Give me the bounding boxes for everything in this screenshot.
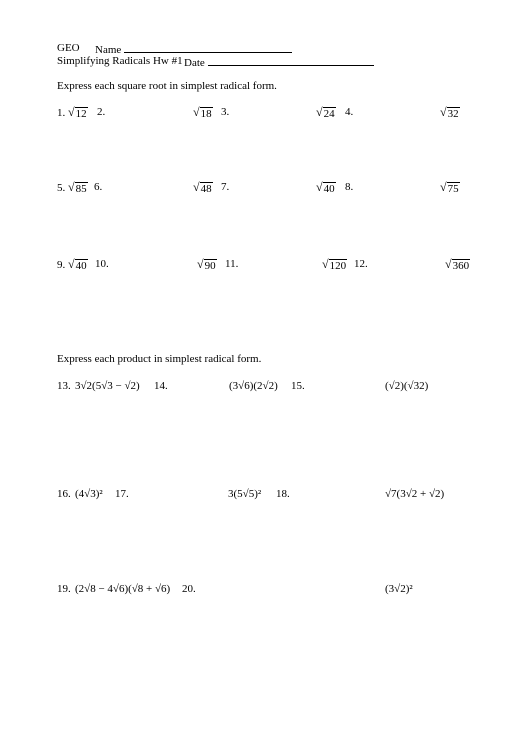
problem-17-number: 17. xyxy=(115,488,129,500)
radical-icon: √ xyxy=(193,180,200,194)
problem-19-number: 19. xyxy=(57,583,71,595)
radical-icon: √ xyxy=(68,257,75,271)
radical-icon: √ xyxy=(316,105,323,119)
problem-12-number: 12. xyxy=(354,258,368,270)
name-label: Name xyxy=(95,44,122,56)
section1-instructions: Express each square root in simplest radical form. xyxy=(57,80,277,92)
section2-instructions: Express each product in simplest radical form. xyxy=(57,353,262,365)
problem-17-expr: 3(5√5)² xyxy=(228,488,262,500)
problem-18-expr: √7(3√2 + √2) xyxy=(385,488,445,500)
problem-18-number: 18. xyxy=(276,488,290,500)
radical-icon: √ xyxy=(316,180,323,194)
problem-14-number: 14. xyxy=(154,380,168,392)
radical-icon: √ xyxy=(322,257,329,271)
problem-13-number: 13. xyxy=(57,380,71,392)
problem-11-number: 11. xyxy=(225,258,239,270)
problem-6-number: 6. xyxy=(94,181,103,193)
course-label: GEO xyxy=(57,42,80,54)
problem-8-number: 8. xyxy=(345,181,354,193)
problem-2-number: 2. xyxy=(97,106,106,118)
date-blank[interactable] xyxy=(208,55,374,66)
problem-15-number: 15. xyxy=(291,380,305,392)
date-field[interactable] xyxy=(184,55,374,70)
problem-2-expr: √ 18 xyxy=(193,105,212,120)
name-blank[interactable] xyxy=(124,42,292,53)
radical-icon: √ xyxy=(440,105,447,119)
radical-icon: √ xyxy=(193,105,200,119)
problem-8-expr: √ 75 xyxy=(440,180,459,195)
problem-16-number: 16. xyxy=(57,488,71,500)
problem-4-number: 4. xyxy=(345,106,354,118)
radical-icon: √ xyxy=(68,180,75,194)
problem-10-number: 10. xyxy=(95,258,109,270)
radical-icon: √ xyxy=(440,180,447,194)
radical-icon: √ xyxy=(445,257,452,271)
problem-7-number: 7. xyxy=(221,181,230,193)
problem-12-expr: √ 360 xyxy=(445,257,470,272)
problem-20-expr: (3√2)² xyxy=(385,583,413,595)
problem-14-expr: (3√6)(2√2) xyxy=(229,380,278,392)
radical-icon: √ xyxy=(68,105,75,119)
problem-16-expr: (4√3)² xyxy=(75,488,103,500)
problem-9: 9. √ 40 xyxy=(57,257,87,272)
problem-19-expr: (2√8 − 4√6)(√8 + √6) xyxy=(75,583,171,595)
problem-20-number: 20. xyxy=(182,583,196,595)
problem-15-expr: (√2)(√32) xyxy=(385,380,429,392)
problem-5: 5. √ 85 xyxy=(57,180,87,195)
problem-3-number: 3. xyxy=(221,106,230,118)
problem-13-expr: 3√2(5√3 − √2) xyxy=(75,380,140,392)
problem-11-expr: √ 120 xyxy=(322,257,347,272)
problem-4-expr: √ 32 xyxy=(440,105,459,120)
radical-icon: √ xyxy=(197,257,204,271)
worksheet-title: Simplifying Radicals Hw #1 xyxy=(57,55,183,67)
problem-1: 1. √ 12 xyxy=(57,105,87,120)
date-label: Date xyxy=(184,57,205,69)
problem-6-expr: √ 48 xyxy=(193,180,212,195)
problem-10-expr: √ 90 xyxy=(197,257,216,272)
radical: √ 12 xyxy=(68,105,87,120)
problem-7-expr: √ 40 xyxy=(316,180,335,195)
problem-3-expr: √ 24 xyxy=(316,105,335,120)
